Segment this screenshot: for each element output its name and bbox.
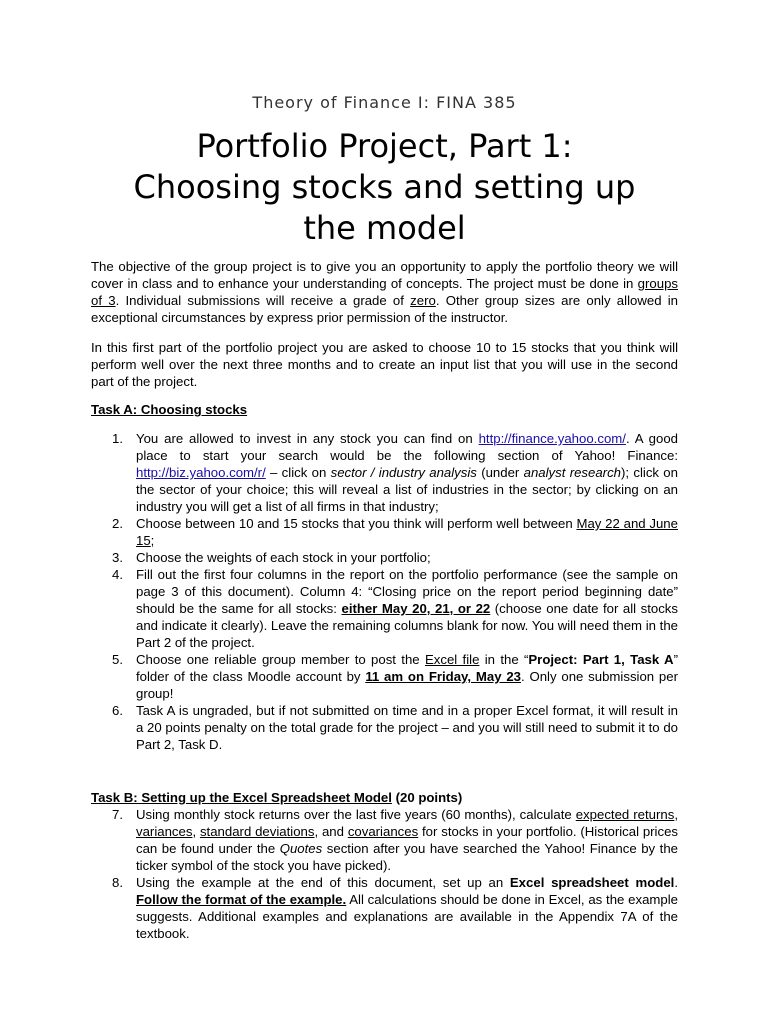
list-number: 2. bbox=[112, 516, 123, 531]
course-title: Theory of Finance I: FINA 385 bbox=[252, 93, 517, 112]
list-item bbox=[91, 430, 678, 515]
text: , bbox=[192, 824, 200, 839]
underlined-term: standard deviations bbox=[199, 824, 315, 839]
italic-text: sector / industry analysis bbox=[330, 465, 477, 480]
list-item bbox=[91, 566, 678, 651]
bold-term: Excel spreadsheet model bbox=[509, 875, 675, 890]
task-a-heading: Task A: Choosing stocks bbox=[91, 402, 248, 417]
text: Choose the weights of each stock in your portfolio; bbox=[136, 550, 431, 565]
text: – click on bbox=[265, 465, 331, 480]
list-item bbox=[91, 806, 678, 874]
task-b-points: (20 points) bbox=[391, 790, 463, 805]
text: ); click on the sector of your choice; this will reveal a list of industries in the sector; by clicking on an industry you will get a list of all firms in that industry; bbox=[136, 465, 678, 514]
list-item bbox=[91, 702, 678, 753]
list-item bbox=[91, 549, 678, 566]
list-number: 7. bbox=[112, 807, 123, 822]
text: . Other group sizes are only allowed in exceptional circumstances by express prior permission of the instructor. bbox=[91, 293, 679, 325]
text: Using the example at the end of this document, set up an bbox=[136, 875, 510, 890]
title-line-2: Choosing stocks and setting up bbox=[133, 168, 636, 206]
text: (choose one date for all stocks and indicate it clearly). Leave the remaining columns blank for now. You will need them in the Part 2 of the project. bbox=[136, 601, 678, 650]
task-b-heading-label: Task B: Setting up the Excel Spreadsheet Model bbox=[91, 790, 392, 805]
task-b-heading bbox=[91, 789, 678, 806]
list-item bbox=[91, 515, 678, 549]
text: in the “ bbox=[479, 652, 529, 667]
text: ” folder of the class Moodle account by bbox=[136, 652, 678, 684]
excel-file-text: Excel file bbox=[424, 652, 480, 667]
list-number: 8. bbox=[112, 875, 123, 890]
text: . Only one submission per group! bbox=[136, 669, 678, 701]
list-number: 1. bbox=[112, 431, 123, 446]
title-line-3: the model bbox=[303, 209, 466, 247]
title-line-1: Portfolio Project, Part 1: bbox=[196, 127, 573, 165]
text: section after you have searched the Yahoo! Finance by the ticker symbol of the stock you have picked). bbox=[136, 841, 679, 873]
italic-text: analyst research bbox=[523, 465, 622, 480]
text: ; bbox=[150, 533, 155, 548]
list-item bbox=[91, 874, 678, 942]
text: Task A is ungraded, but if not submitted on time and in a proper Excel format, it will result in a 20 points penalty on the total grade for the project – and you will still need to submit it to do Part 2, Task D. bbox=[136, 703, 678, 752]
deadline-text: 11 am on Friday, May 23 bbox=[365, 669, 521, 684]
underlined-term: covariances bbox=[347, 824, 419, 839]
italic-text: Quotes bbox=[279, 841, 323, 856]
text: , and bbox=[314, 824, 348, 839]
folder-name-text: Project: Part 1, Task A bbox=[528, 652, 674, 667]
text: . Individual submissions will receive a grade of bbox=[115, 293, 411, 308]
follow-format-text: Follow the format of the example. bbox=[136, 892, 347, 907]
underlined-term: expected returns bbox=[575, 807, 675, 822]
text: Choose between 10 and 15 stocks that you think will perform well between bbox=[136, 516, 577, 531]
list-number: 6. bbox=[112, 703, 123, 718]
text: Fill out the first four columns in the report on the portfolio performance (see the sample on page 3 of this document). Column 4: “Closing price on the report period beginning date” should be the same for all stocks: bbox=[136, 567, 678, 616]
list-number: 3. bbox=[112, 550, 123, 565]
text: . A good place to start your search would be the following section of Yahoo! Finance: bbox=[136, 431, 678, 463]
text: All calculations should be done in Excel, as the example suggests. Additional examples and explanations are available in the Appendix 7A of the textbook. bbox=[136, 892, 679, 941]
underlined-term: variances bbox=[136, 824, 193, 839]
groups-of-3-text: groups of 3 bbox=[91, 276, 678, 308]
text: (under bbox=[476, 465, 524, 480]
text: for stocks in your portfolio. (Historical prices can be found under the bbox=[136, 824, 679, 856]
text: You are allowed to invest in any stock you can find on bbox=[136, 431, 479, 446]
text: . bbox=[674, 875, 678, 890]
intro-paragraph-2: In this first part of the portfolio project you are asked to choose 10 to 15 stocks that you think will perform well over the next three months and to create an input list that you will use in the second part of the project. bbox=[91, 340, 678, 389]
zero-text: zero bbox=[410, 293, 436, 308]
task-a-list bbox=[91, 430, 678, 753]
list-number: 5. bbox=[112, 652, 123, 667]
date-range-text: May 22 and June 15 bbox=[136, 516, 678, 548]
intro-paragraph-1 bbox=[91, 258, 678, 326]
yahoo-finance-link[interactable]: http://finance.yahoo.com/ bbox=[478, 431, 626, 446]
task-b-list bbox=[91, 806, 678, 942]
biz-yahoo-link[interactable]: http://biz.yahoo.com/r/ bbox=[136, 465, 266, 480]
list-item bbox=[91, 651, 678, 702]
text: , bbox=[674, 807, 678, 822]
document-body bbox=[91, 258, 678, 942]
text: Choose one reliable group member to post the bbox=[136, 652, 425, 667]
text: The objective of the group project is to give you an opportunity to apply the portfolio theory we will cover in class and to enhance your understanding of concepts. The project must be done in bbox=[91, 259, 678, 291]
list-number: 4. bbox=[112, 567, 123, 582]
date-options-text: either May 20, 21, or 22 bbox=[341, 601, 491, 616]
page-title bbox=[91, 126, 678, 249]
text: Using monthly stock returns over the last five years (60 months), calculate bbox=[136, 807, 576, 822]
